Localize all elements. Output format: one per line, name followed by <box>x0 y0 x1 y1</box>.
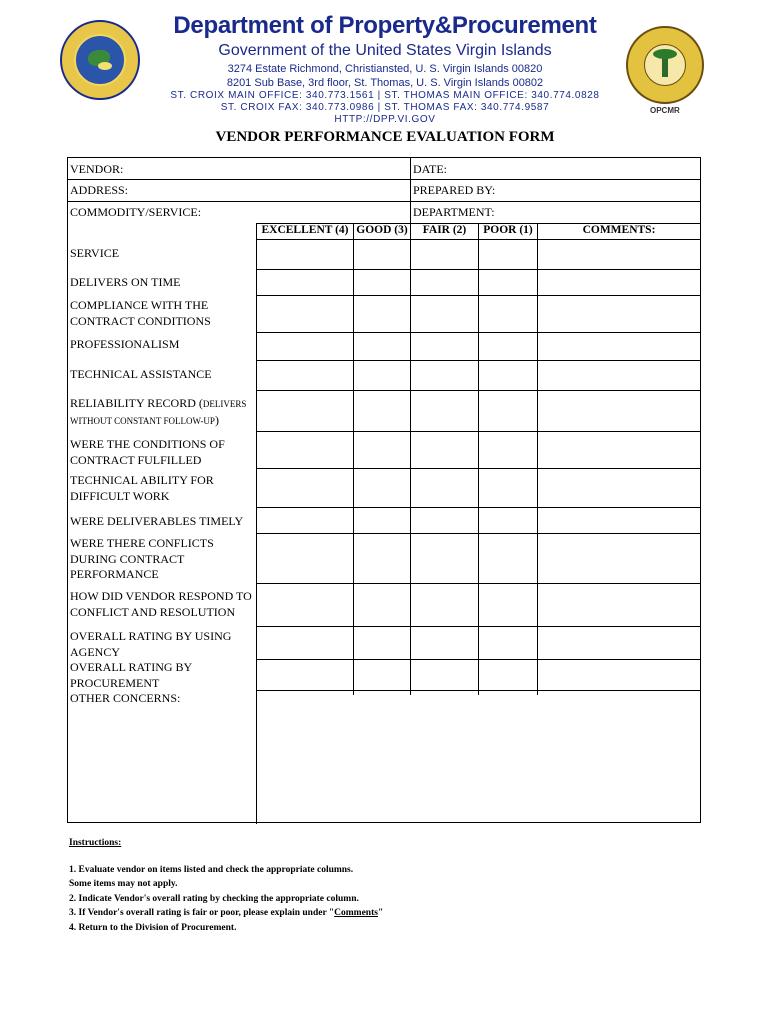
col-comments: COMMENTS: <box>582 224 656 236</box>
vendor-label: VENDOR: <box>70 162 124 176</box>
col-excellent: EXCELLENT (4) <box>261 224 349 236</box>
evaluation-form-table <box>67 157 701 823</box>
col-poor: POOR (1) <box>483 224 533 236</box>
department-label: DEPARTMENT: <box>413 205 495 219</box>
criterion-technical-ability: TECHNICAL ABILITY FOR DIFFICULT WORK <box>70 473 214 503</box>
criterion-rating-using-agency: OVERALL RATING BY USING AGENCY <box>70 629 232 659</box>
website: HTTP://DPP.VI.GOV <box>334 114 436 125</box>
instruction-1b: Some items may not apply. <box>69 879 178 889</box>
dpp-seal-logo <box>626 26 704 104</box>
instruction-1: 1. Evaluate vendor on items listed and check the appropriate columns. <box>69 864 354 875</box>
criterion-technical-assistance: TECHNICAL ASSISTANCE <box>70 367 212 381</box>
col-fair: FAIR (2) <box>422 224 467 236</box>
date-label: DATE: <box>413 162 447 176</box>
fax-line: ST. CROIX FAX: 340.773.0986 | ST. THOMAS FAX: 340.774.9587 <box>220 102 550 113</box>
commodity-service-label: COMMODITY/SERVICE: <box>70 205 202 219</box>
prepared-by-label: PREPARED BY: <box>413 183 496 197</box>
instruction-2: 2. Indicate Vendor's overall rating by checking the appropriate column. <box>69 893 359 904</box>
letterhead <box>0 0 770 130</box>
criterion-deliverables-timely: WERE DELIVERABLES TIMELY <box>70 514 244 528</box>
criterion-reliability-record: RELIABILITY RECORD (DELIVERS WITHOUT CONSTANT FOLLOW-UP) <box>70 396 247 427</box>
comments-link: Comments <box>334 908 378 918</box>
opcmr-label: OPCMR <box>650 106 680 115</box>
government-subtitle: Government of the United States Virgin Islands <box>218 42 552 59</box>
criterion-conflict-resolution: HOW DID VENDOR RESPOND TO CONFLICT AND RESOLUTION <box>70 589 252 619</box>
criterion-professionalism: PROFESSIONALISM <box>70 337 180 351</box>
criterion-service: SERVICE <box>70 246 120 260</box>
office-phone-line: ST. CROIX MAIN OFFICE: 340.773.1561 | ST. THOMAS MAIN OFFICE: 340.774.0828 <box>170 90 600 101</box>
instruction-3: 3. If Vendor's overall rating is fair or poor, please explain under "Comments" <box>69 908 384 918</box>
criterion-rating-procurement: OVERALL RATING BY PROCUREMENT <box>70 660 193 690</box>
address-line-1: 3274 Estate Richmond, Christiansted, U. S. Virgin Islands 00820 <box>227 63 543 75</box>
department-title: Department of Property&Procurement <box>173 12 597 39</box>
instruction-4: 4. Return to the Division of Procurement. <box>69 922 237 933</box>
form-title: VENDOR PERFORMANCE EVALUATION FORM <box>215 129 555 145</box>
other-concerns-label: OTHER CONCERNS: <box>70 691 181 705</box>
criterion-delivers-on-time: DELIVERS ON TIME <box>70 275 181 289</box>
criterion-conflicts: WERE THERE CONFLICTS DURING CONTRACT PERFORMANCE <box>70 536 214 581</box>
criterion-conditions-fulfilled: WERE THE CONDITIONS OF CONTRACT FULFILLED <box>70 437 225 467</box>
col-good: GOOD (3) <box>356 224 408 236</box>
address-label: ADDRESS: <box>70 183 129 197</box>
address-line-2: 8201 Sub Base, 3rd floor, St. Thomas, U. S. Virgin Islands 00802 <box>226 77 544 89</box>
instructions-heading: Instructions: <box>69 838 122 848</box>
criterion-compliance: COMPLIANCE WITH THE CONTRACT CONDITIONS <box>70 298 211 328</box>
instructions-block <box>69 836 383 935</box>
